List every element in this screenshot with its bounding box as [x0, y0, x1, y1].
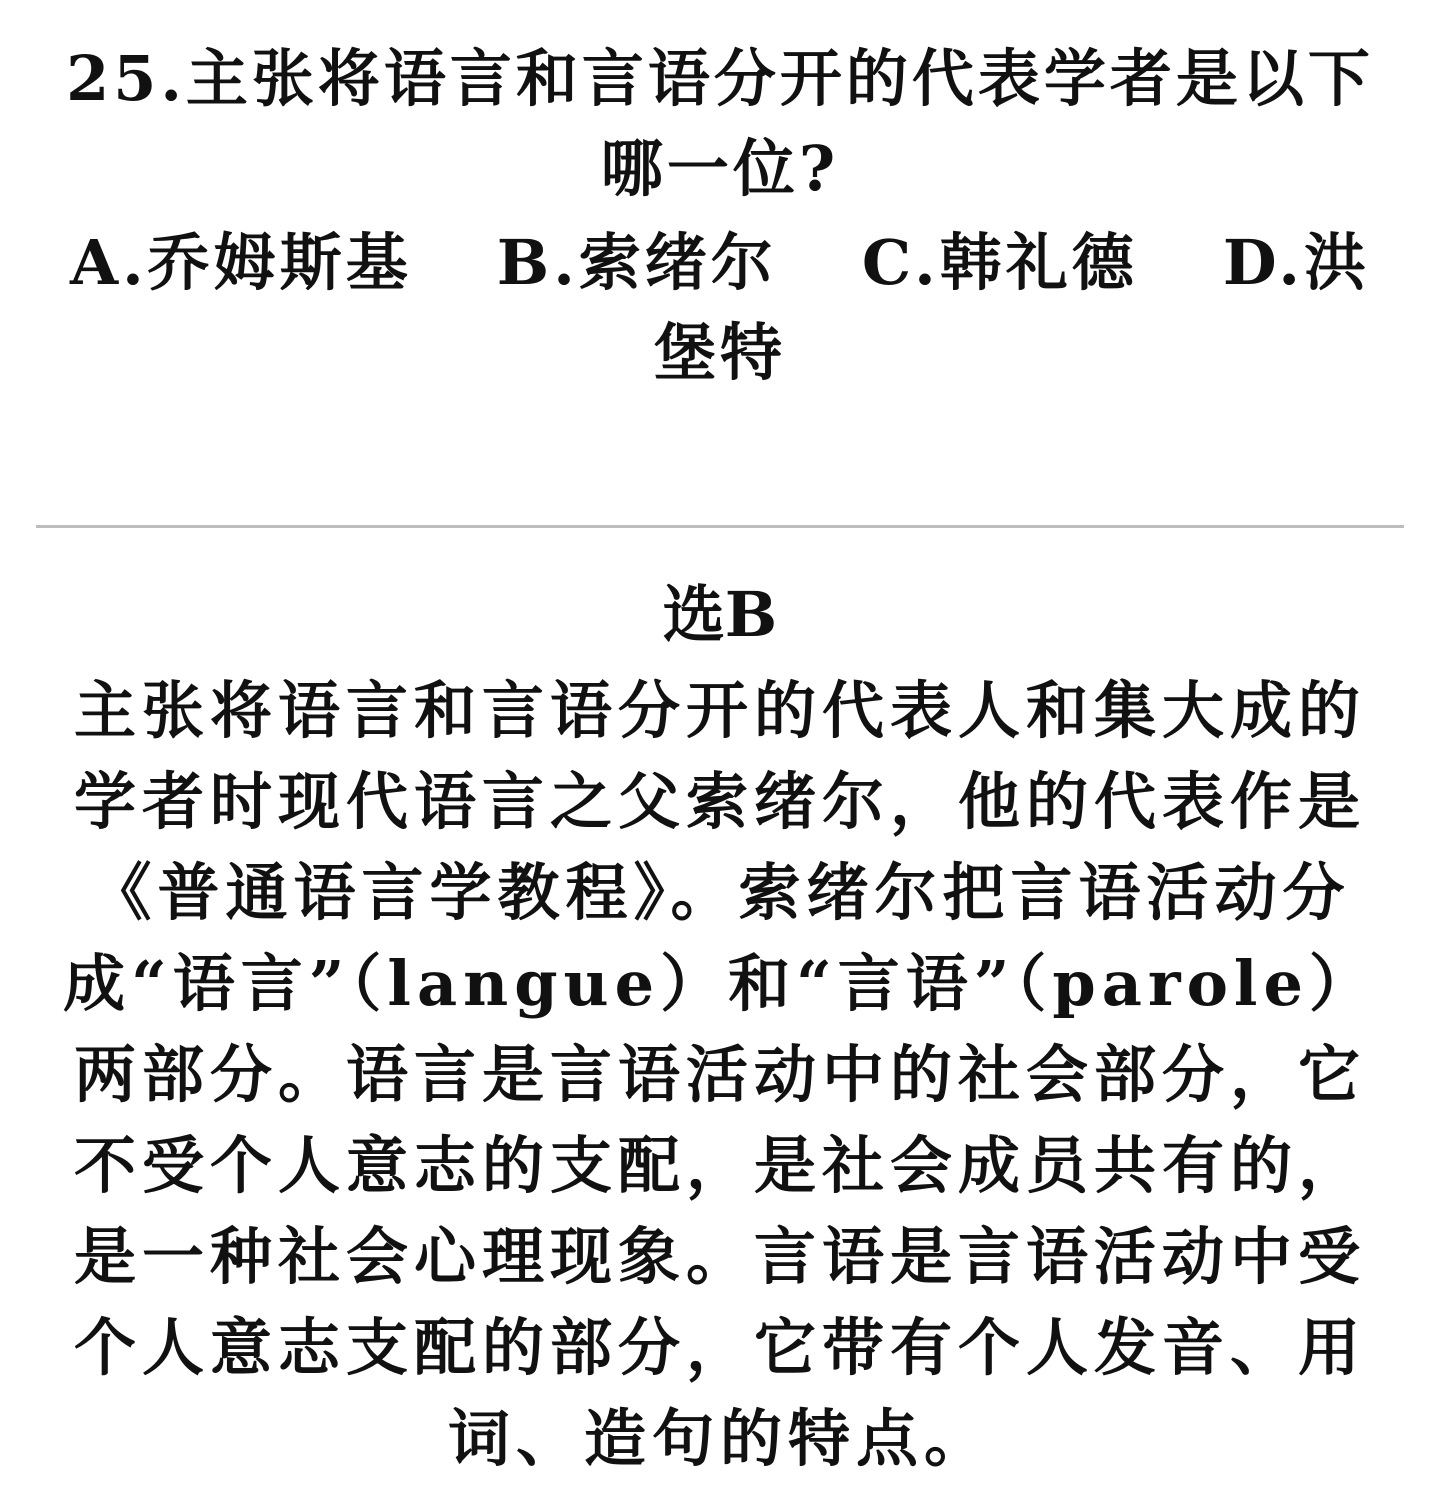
option-c: C.韩礼德: [861, 226, 1138, 299]
options-row: [40, 218, 1400, 308]
divider: [36, 525, 1404, 528]
option-a: A.乔姆斯基: [70, 226, 412, 299]
question-text: 25.主张将语言和言语分开的代表学者是以下哪一位?: [66, 42, 1374, 205]
answer-header: 选B: [662, 578, 778, 651]
option-b: B.索绪尔: [496, 226, 777, 299]
option-d: D.洪: [1222, 226, 1370, 299]
question-block: [40, 34, 1400, 398]
answer-explanation: 主张将语言和言语分开的代表人和集大成的学者时现代语言之父索绪尔，他的代表作是《普通语言学教程》。索绪尔把言语活动分成“语言”（langue）和“言语”（parole）两部分。语言是言语活动中的社会部分，它不受个人意志的支配，是社会成员共有的，是一种社会心理现象。言语是言语活动中受个人意志支配的部分，它带有个人发音、用词、造句的特点。: [63, 674, 1377, 1475]
option-d-continuation: 堡特: [653, 316, 786, 389]
